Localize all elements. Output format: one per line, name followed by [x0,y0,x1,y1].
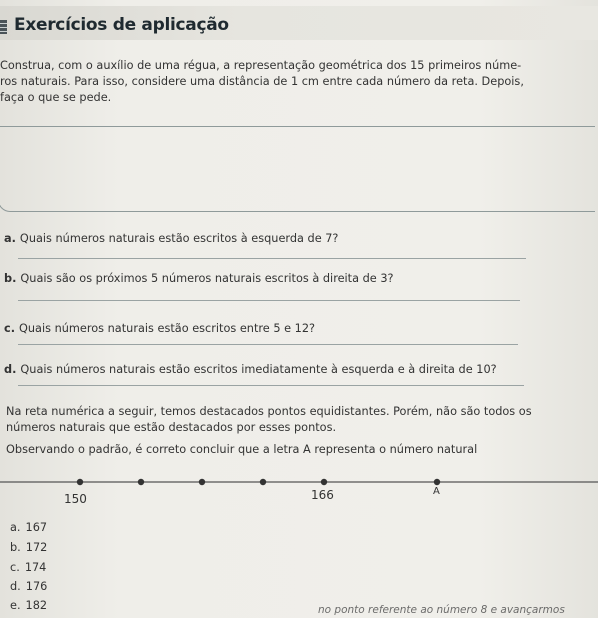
label-a: A [433,486,440,497]
instruction-line-1: Construa, com o auxílio de uma régua, a representação geométrica dos 15 primeiros núme- [0,59,522,72]
question-c-text: Quais números naturais estão escritos entre 5 e 12? [19,322,316,335]
question-a-letter: a. [4,232,16,245]
question-b-text: Quais são os próximos 5 números naturais escritos à direita de 3? [20,272,394,285]
option-c-value: 174 [24,561,47,574]
option-d-letter: d. [10,580,21,593]
answer-line-d[interactable] [18,385,524,386]
title-bar [0,6,598,40]
instruction-line-2: ros naturais. Para isso, considere uma distância de 1 cm entre cada número da reta. Depois, [0,75,524,88]
question-c-letter: c. [4,322,15,335]
option-b-value: 172 [25,541,48,554]
question-c [4,322,315,335]
question-a-text: Quais números naturais estão escritos à esquerda de 7? [19,232,339,245]
option-d-value: 176 [25,580,48,593]
problem-line-2: números naturais que estão destacados por esses pontos. [6,421,337,434]
option-c-letter: c. [10,561,20,574]
number-line-point [260,479,266,485]
question-d [4,363,497,376]
option-b-letter: b. [10,541,21,554]
number-line-point [199,479,205,485]
number-line-point-a [434,479,440,485]
number-line-point [77,479,83,485]
label-166: 166 [311,488,334,502]
pencil-icon [0,18,10,38]
option-e[interactable] [10,599,47,612]
question-d-text: Quais números naturais estão escritos imediatamente à esquerda e à direita de 10? [20,363,497,376]
option-c[interactable] [10,561,46,574]
section-title: Exercícios de aplicação [14,15,229,35]
option-a-value: 167 [25,521,48,534]
number-line-point [138,479,144,485]
option-b[interactable] [10,541,47,554]
option-e-value: 182 [25,599,48,612]
answer-line-c[interactable] [18,344,518,345]
answer-line-b[interactable] [18,300,520,301]
problem-line-1: Na reta numérica a seguir, temos destacados pontos equidistantes. Porém, não são todos os [6,405,532,418]
number-line [0,466,598,526]
answer-line-a[interactable] [18,258,526,259]
instruction-line-3: faça o que se pede. [0,91,112,104]
question-a [4,232,338,245]
drawing-area[interactable] [0,126,595,212]
label-150: 150 [64,492,87,506]
option-a-letter: a. [10,521,21,534]
option-e-letter: e. [10,599,21,612]
question-d-letter: d. [4,363,17,376]
number-line-point [321,479,327,485]
option-a[interactable] [10,521,47,534]
problem-line-3: Observando o padrão, é correto concluir que a letra A representa o número natural [6,443,478,456]
number-line-svg [0,466,598,526]
cut-off-text: no ponto referente ao número 8 e avançarmos [318,604,565,616]
option-d[interactable] [10,580,47,593]
question-b [4,272,394,285]
question-b-letter: b. [4,272,17,285]
